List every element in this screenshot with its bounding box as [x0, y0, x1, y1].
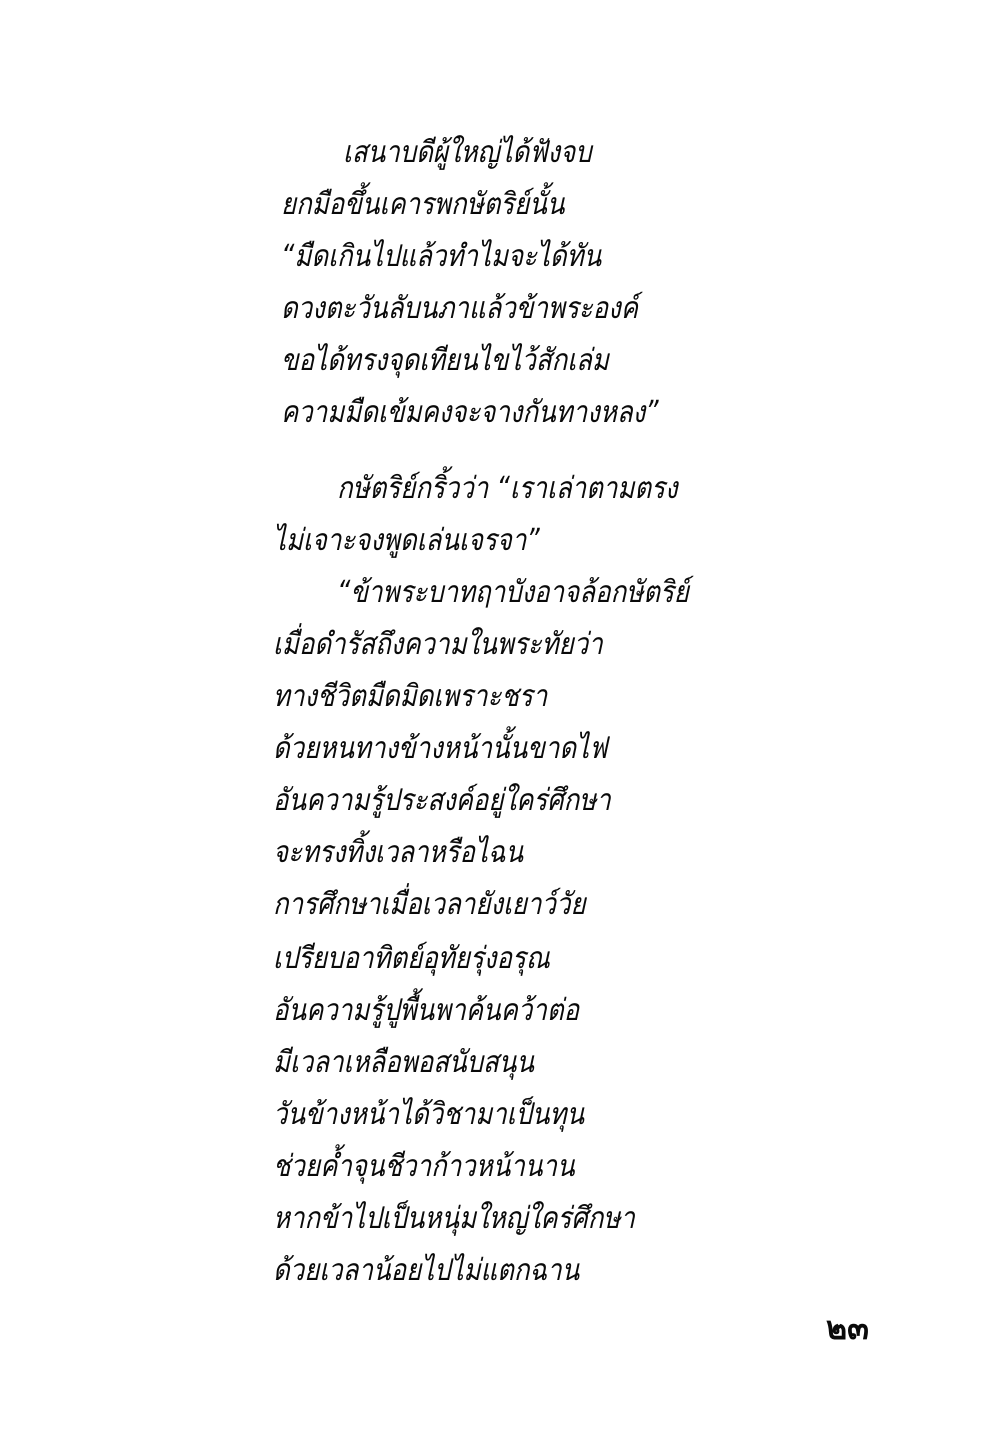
poem-line: ยกมือขึ้นเคารพกษัตริย์นั้น	[281, 187, 565, 222]
poem-line: การศึกษาเมื่อเวลายังเยาว์วัย	[273, 887, 586, 922]
poem-line: หากข้าไปเป็นหนุ่มใหญ่ใคร่ศึกษา	[273, 1201, 635, 1236]
poem-line: จะทรงทิ้งเวลาหรือไฉน	[273, 835, 524, 870]
poem-line: “ข้าพระบาทฤาบังอาจล้อกษัตริย์	[337, 575, 689, 610]
poem-line: ดวงตะวันลับนภาแล้วข้าพระองค์	[281, 291, 639, 326]
poem-line: ความมืดเข้มคงจะจางกันทางหลง”	[281, 395, 659, 430]
poem-line: ทางชีวิตมืดมิดเพราะชรา	[273, 679, 548, 714]
poem-line: อันความรู้ประสงค์อยู่ใคร่ศึกษา	[273, 783, 611, 818]
poem-line: อันความรู้ปูพื้นพาค้นคว้าต่อ	[273, 993, 580, 1028]
poem-line: กษัตริย์กริ้วว่า “เราเล่าตามตรง	[337, 471, 678, 506]
poem-line: วันข้างหน้าได้วิชามาเป็นทุน	[273, 1097, 585, 1132]
poem-line: ไม่เจาะจงพูดเล่นเจรจา”	[273, 523, 540, 558]
poem-line: เปรียบอาทิตย์อุทัยรุ่งอรุณ	[273, 941, 550, 976]
poem-line: ช่วยค้ำจุนชีวาก้าวหน้านาน	[273, 1149, 575, 1184]
page-number: ๒๓	[826, 1309, 869, 1347]
poem-line: ขอได้ทรงจุดเทียนไขไว้สักเล่ม	[281, 343, 609, 378]
poem-line: “มืดเกินไปแล้วทำไมจะได้ทัน	[281, 239, 602, 274]
poem-line: ด้วยหนทางข้างหน้านั้นขาดไฟ	[273, 731, 608, 766]
poem-line: เมื่อดำรัสถึงความในพระทัยว่า	[273, 627, 603, 662]
poem-line: เสนาบดีผู้ใหญ่ได้ฟังจบ	[343, 135, 592, 170]
poem-line: ด้วยเวลาน้อยไปไม่แตกฉาน	[273, 1253, 580, 1288]
poem-line: มีเวลาเหลือพอสนับสนุน	[273, 1045, 535, 1080]
